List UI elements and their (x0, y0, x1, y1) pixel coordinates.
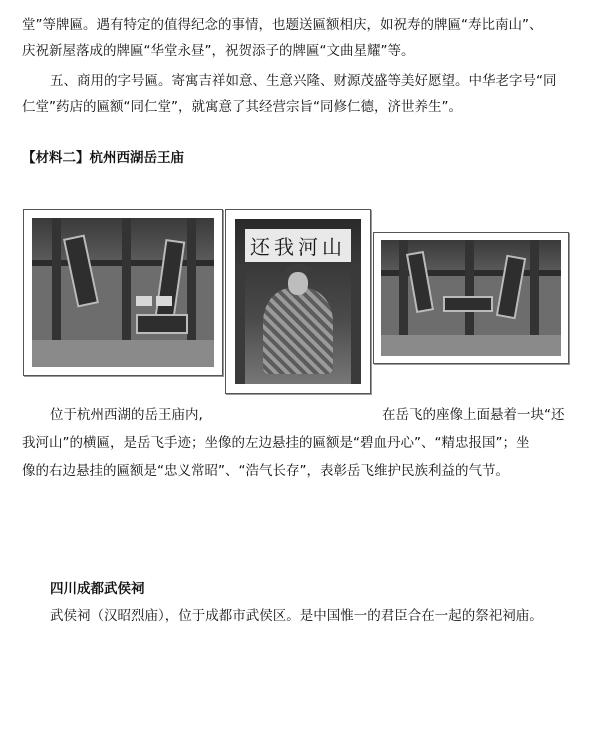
photo-frame-center (225, 209, 371, 394)
paragraph-line: 堂”等牌匾。遇有特定的值得纪念的事情，也题送匾额相庆，如祝寿的牌匾“寿比南山”、 (22, 17, 543, 33)
paragraph-line: 武侯祠（汉昭烈庙），位于成都市武侯区。是中国惟一的君臣合在一起的祭祀祠庙。 (50, 608, 543, 624)
paragraph-line: 在岳飞的座像上面悬着一块“还 (382, 407, 565, 423)
section-heading: 四川成都武侯祠 (50, 581, 145, 597)
photo-frame-right (373, 232, 569, 364)
yue-fei-statue-photo (235, 219, 361, 384)
horizontal-plaque (136, 314, 188, 334)
section-heading: 【材料二】杭州西湖岳王庙 (22, 150, 184, 166)
paragraph-line: 庆祝新屋落成的牌匾“华堂永昼”，祝贺添子的牌匾“文曲星耀”等。 (22, 43, 415, 59)
calligraphy-plaque: 还我河山 (245, 229, 351, 262)
paragraph-line: 像的右边悬挂的匾额是“忠义常昭”、“浩气长存”，表彰岳飞维护民族利益的气节。 (22, 463, 509, 479)
temple-hall-photo (381, 240, 561, 356)
photo-frame-left (23, 209, 223, 376)
paragraph-line: 五、商用的字号匾。寄寓吉祥如意、生意兴隆、财源茂盛等美好愿望。中华老字号“同 (50, 73, 557, 89)
paragraph-line: 我河山”的横匾，是岳飞手迹；坐像的左边悬挂的匾额是“碧血丹心”、“精忠报国”；坐 (22, 435, 530, 451)
paragraph-line: 位于杭州西湖的岳王庙内, (50, 407, 203, 423)
paragraph-line: 仁堂”药店的匾额“同仁堂”，就寓意了其经营宗旨“同修仁德，济世养生”。 (22, 99, 462, 115)
statue-figure (263, 288, 334, 374)
horizontal-plaque (443, 296, 493, 312)
temple-hall-photo (32, 218, 214, 367)
